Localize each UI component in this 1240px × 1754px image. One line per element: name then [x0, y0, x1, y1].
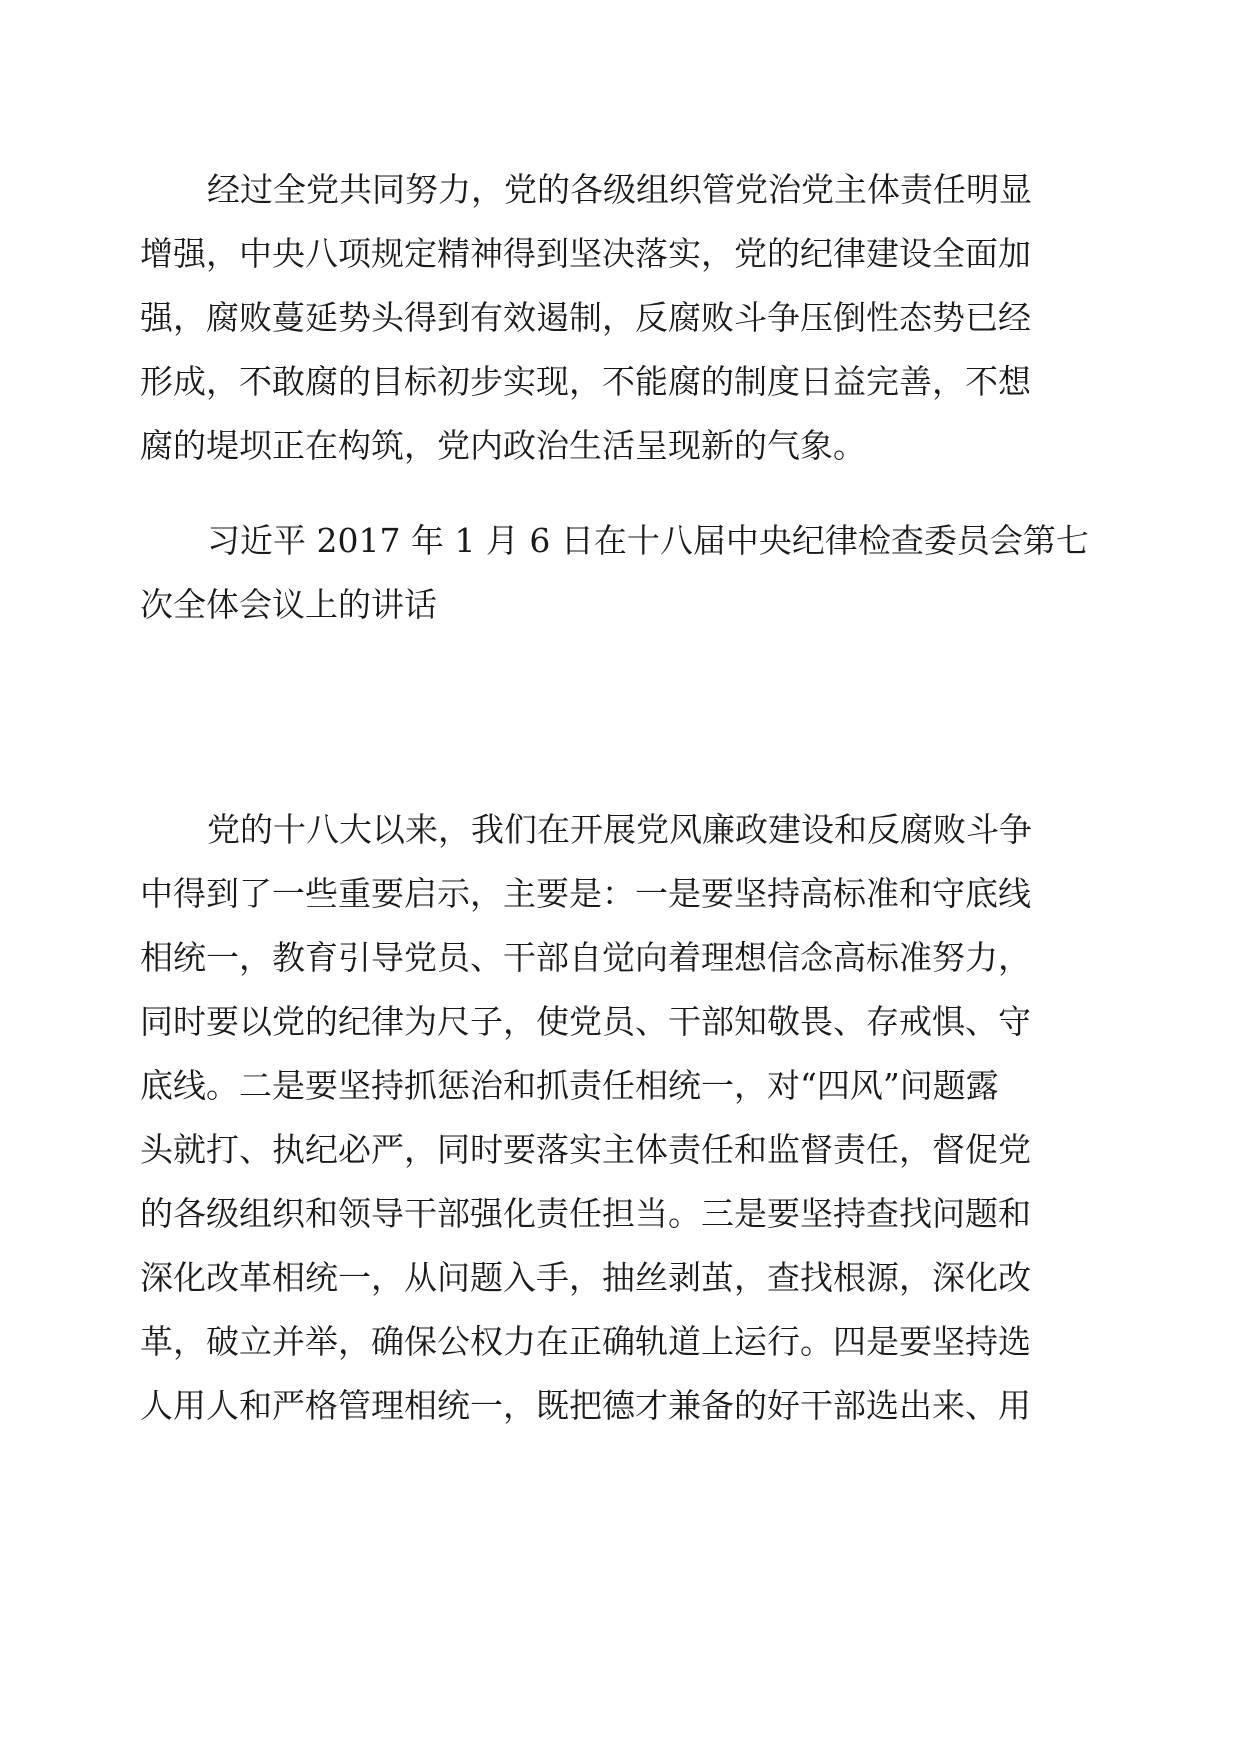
paragraph-1-line: 经过全党共同努力，党的各级组织管党治党主体责任明显: [207, 170, 1032, 209]
paragraph-2-line: 党的十八大以来，我们在开展党风廉政建设和反腐败斗争: [207, 810, 1032, 849]
paragraph-2-line: 中得到了一些重要启示，主要是：一是要坚持高标准和守底线: [140, 874, 1031, 913]
paragraph-1-line: 腐的堤坝正在构筑，党内政治生活呈现新的气象。: [140, 426, 866, 465]
source-attribution-line: 习近平 2017 年 1 月 6 日在十八届中央纪律检查委员会第七: [207, 521, 1089, 560]
source-attribution-line: 次全体会议上的讲话: [140, 585, 437, 624]
paragraph-2-line: 底线。二是要坚持抓惩治和抓责任相统一，对“四风”问题露: [140, 1066, 999, 1105]
paragraph-2-line: 深化改革相统一，从问题入手，抽丝剥茧，查找根源，深化改: [140, 1258, 1031, 1297]
paragraph-2-line: 人用人和严格管理相统一，既把德才兼备的好干部选出来、用: [140, 1386, 1031, 1425]
paragraph-2-line: 头就打、执纪必严，同时要落实主体责任和监督责任，督促党: [140, 1130, 1031, 1169]
paragraph-2-line: 的各级组织和领导干部强化责任担当。三是要坚持查找问题和: [140, 1194, 1031, 1233]
paragraph-1-line: 增强，中央八项规定精神得到坚决落实，党的纪律建设全面加: [140, 234, 1031, 273]
paragraph-2-line: 同时要以党的纪律为尺子，使党员、干部知敬畏、存戒惧、守: [140, 1002, 1031, 1041]
paragraph-1-line: 强，腐败蔓延势头得到有效遏制，反腐败斗争压倒性态势已经: [140, 298, 1031, 337]
paragraph-1-line: 形成，不敢腐的目标初步实现，不能腐的制度日益完善，不想: [140, 362, 1031, 401]
paragraph-2-line: 革，破立并举，确保公权力在正确轨道上运行。四是要坚持选: [140, 1322, 1031, 1361]
paragraph-2-line: 相统一，教育引导党员、干部自觉向着理想信念高标准努力，: [140, 938, 1031, 977]
